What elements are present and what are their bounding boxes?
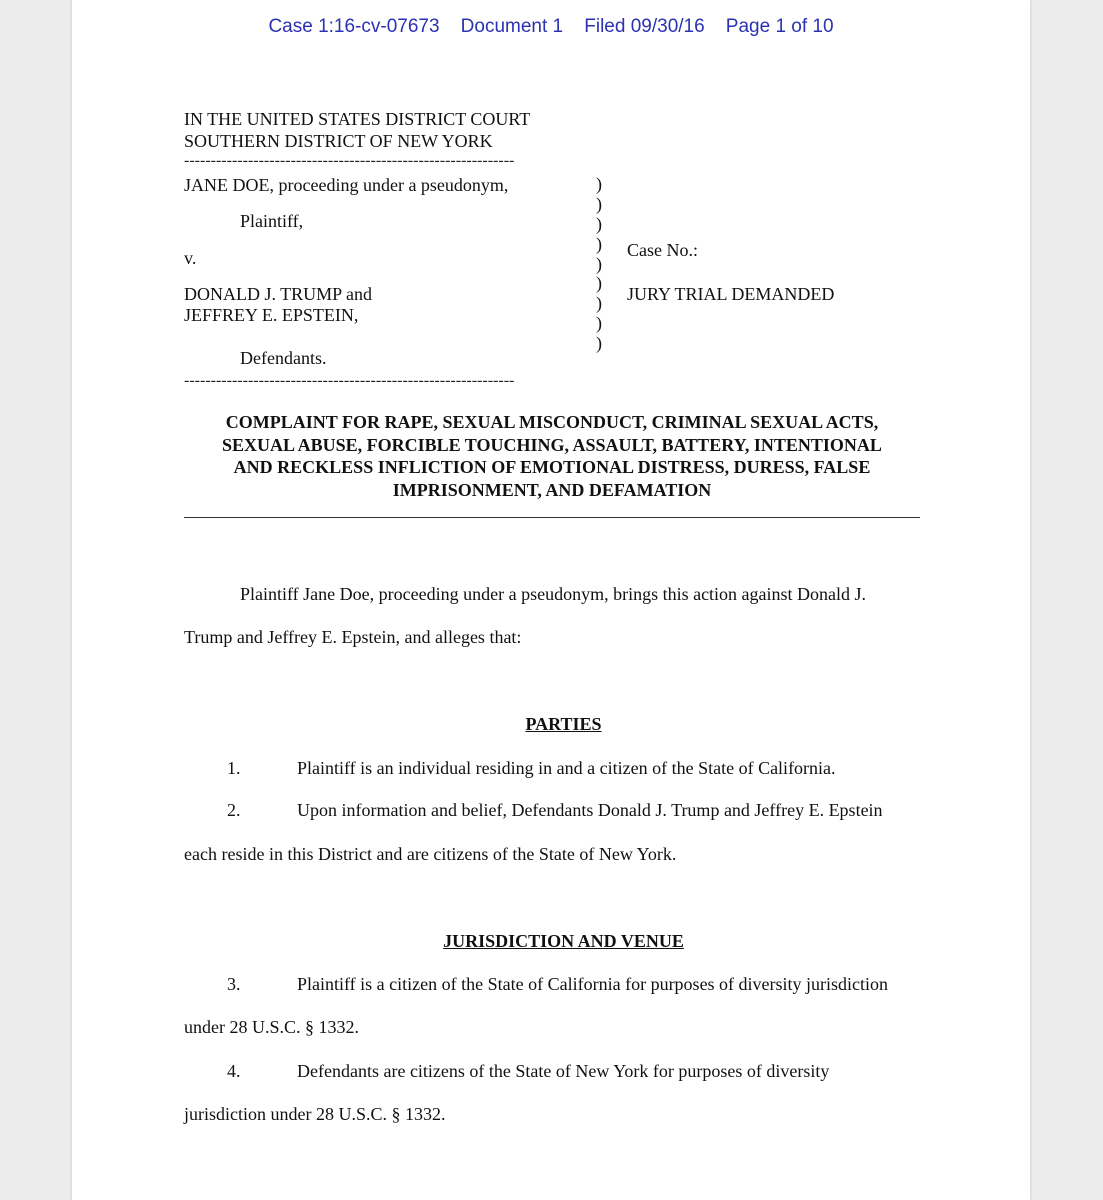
paren: ): [596, 193, 602, 214]
intro-line-1: Plaintiff Jane Doe, proceeding under a pseudonym, brings this action against Donald J.: [240, 584, 867, 604]
title-rule: [184, 517, 920, 518]
ecf-header-stamp: [72, 16, 1030, 38]
paragraph-number: 4.: [227, 1061, 241, 1081]
stamp-page: Page 1 of 10: [725, 16, 834, 37]
title-line-1: COMPLAINT FOR RAPE, SEXUAL MISCONDUCT, CRIMINAL SEXUAL ACTS,: [225, 412, 879, 432]
court-name-line1: IN THE UNITED STATES DISTRICT COURT: [184, 109, 531, 129]
stamp-filed: Filed 09/30/16: [584, 16, 705, 37]
paragraph-4-line-2: jurisdiction under 28 U.S.C. § 1332.: [184, 1104, 446, 1124]
section-heading-parties: PARTIES: [525, 714, 602, 734]
court-name-line2: SOUTHERN DISTRICT OF NEW YORK: [184, 131, 493, 151]
paren: ): [596, 233, 602, 254]
complaint-title: [184, 411, 920, 501]
paragraph-4-line-1: Defendants are citizens of the State of New York for purposes of diversity: [297, 1061, 830, 1081]
paragraph-2-line-1: Upon information and belief, Defendants Donald J. Trump and Jeffrey E. Epstein: [297, 800, 883, 820]
paragraph-number: 1.: [227, 758, 241, 778]
paragraph-2-line-2: each reside in this District and are citizens of the State of New York.: [184, 844, 677, 864]
versus: v.: [184, 248, 197, 268]
caption-paren-column: [596, 175, 602, 354]
paragraph-number: 2.: [227, 800, 241, 820]
plaintiff-label: Plaintiff,: [240, 211, 304, 231]
paren: ): [596, 174, 602, 194]
intro-line-2: Trump and Jeffrey E. Epstein, and alleges that:: [184, 627, 522, 647]
case-number-label: Case No.:: [627, 240, 698, 260]
defendant-1: DONALD J. TRUMP and: [184, 284, 373, 304]
paren: ): [596, 333, 602, 354]
title-line-2: SEXUAL ABUSE, FORCIBLE TOUCHING, ASSAULT, BATTERY, INTENTIONAL: [222, 434, 882, 455]
paragraph-3-line-1: Plaintiff is a citizen of the State of California for purposes of diversity jurisdiction: [297, 974, 889, 994]
paren: ): [596, 273, 602, 294]
defendant-2: JEFFREY E. EPSTEIN,: [184, 305, 359, 325]
defendants-label: Defendants.: [240, 348, 327, 368]
title-line-4: IMPRISONMENT, AND DEFAMATION: [392, 479, 712, 500]
document-page: [72, 0, 1030, 1200]
section-heading-jurisdiction: JURISDICTION AND VENUE: [443, 931, 684, 951]
title-line-3: AND RECKLESS INFLICTION OF EMOTIONAL DISTRESS, DURESS, FALSE: [233, 457, 871, 477]
jury-trial-demanded: JURY TRIAL DEMANDED: [627, 284, 835, 304]
paragraph-number: 3.: [227, 974, 241, 994]
paragraph-1-line-1: Plaintiff is an individual residing in and a citizen of the State of California.: [297, 758, 836, 778]
paragraph-3-line-2: under 28 U.S.C. § 1332.: [184, 1017, 359, 1037]
paren: ): [596, 253, 602, 274]
paren: ): [596, 213, 602, 234]
stamp-case: Case 1:16-cv-07673: [268, 16, 440, 37]
paren: ): [596, 313, 602, 334]
paren: ): [596, 293, 602, 314]
caption-divider-bottom: --------------------------------------------------------------: [184, 372, 515, 389]
caption-divider-top: --------------------------------------------------------------: [184, 152, 515, 169]
plaintiff-name: JANE DOE, proceeding under a pseudonym,: [184, 175, 509, 195]
stamp-document: Document 1: [460, 16, 564, 37]
